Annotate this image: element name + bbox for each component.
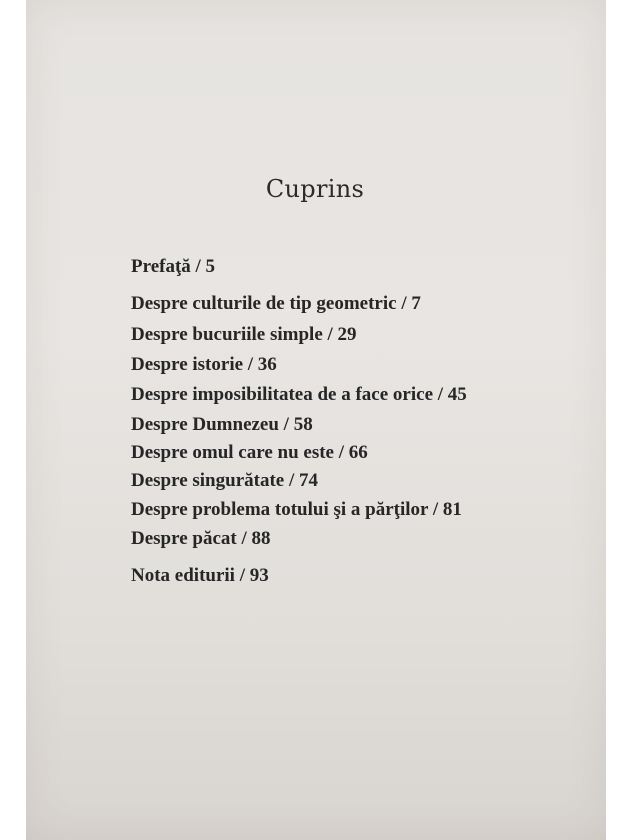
chapter-title: Nota editurii / 93	[131, 565, 269, 586]
chapter-title: Despre imposibilitatea de a face orice / 45	[131, 384, 467, 405]
chapter-title: Despre istorie / 36	[131, 354, 277, 375]
chapter-title: Prefaţă / 5	[131, 256, 216, 277]
chapter-title: Despre omul care nu este / 66	[131, 442, 368, 463]
chapter-title: Despre bucuriile simple / 29	[131, 324, 357, 345]
page-title: Cuprins	[265, 175, 365, 203]
book-page	[26, 0, 606, 840]
chapter-title: Despre singurătate / 74	[131, 470, 318, 491]
chapter-title: Despre culturile de tip geometric / 7	[131, 293, 421, 314]
chapter-title: Despre Dumnezeu / 58	[131, 414, 313, 435]
chapter-title: Despre problema totului şi a părţilor / 81	[131, 499, 462, 520]
chapter-title: Despre păcat / 88	[131, 528, 271, 549]
